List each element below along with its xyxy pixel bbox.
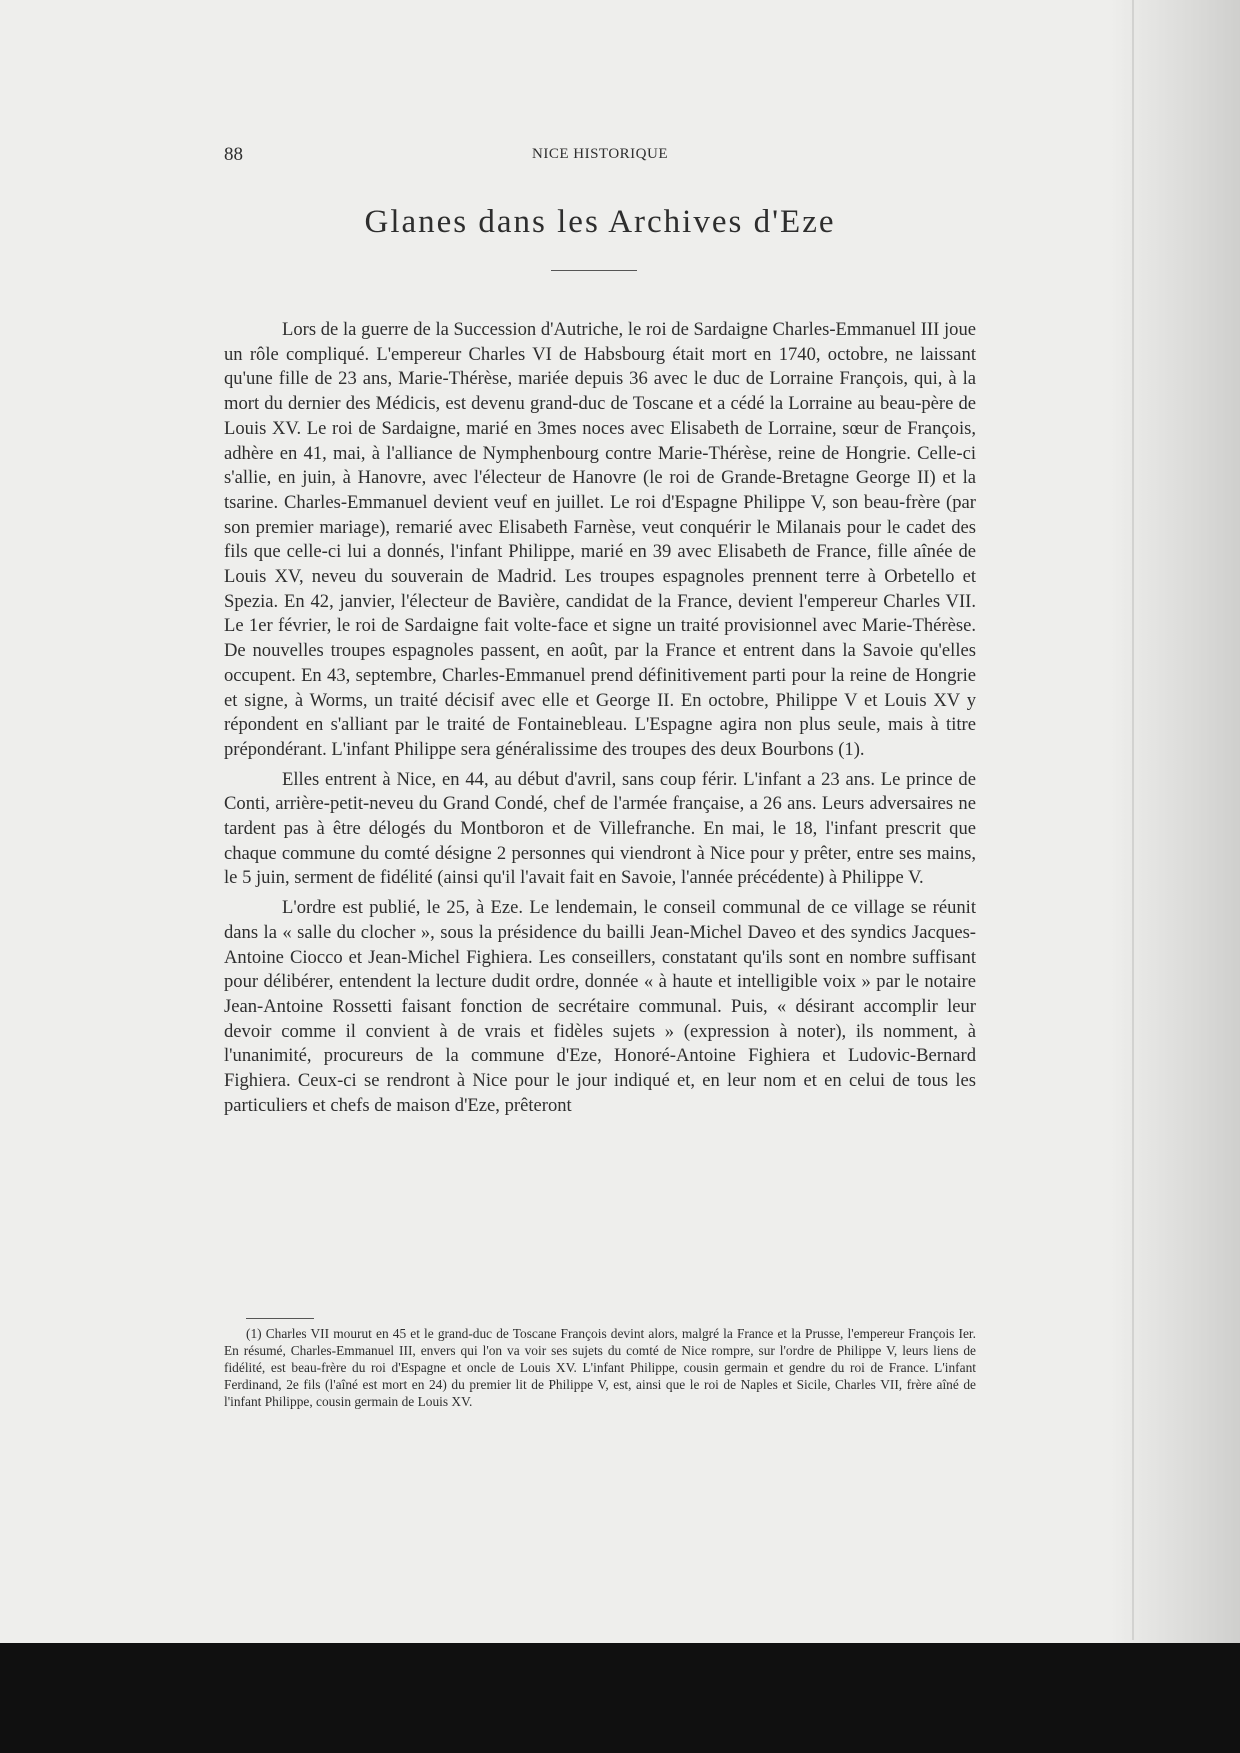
running-title: NICE HISTORIQUE	[532, 146, 668, 162]
page-number: 88	[224, 144, 243, 165]
page-edge	[1132, 0, 1134, 1640]
paragraph: Elles entrent à Nice, en 44, au début d'avril, sans coup férir. L'infant a 23 ans. Le prince de Conti, arrière-petit-neveu du Grand Condé, chef de l'armée française, a 26 ans. Leurs adversaires ne tardent pas à être délogés du Montboron et de Villefranche. En mai, le 18, l'infant prescrit que chaque commune du comté désigne 2 personnes qui viendront à Nice pour y prêter, entre ses mains, le 5 juin, serment de fidélité (ainsi qu'il l'avait fait en Savoie, l'année précédente) à Philippe V.	[224, 768, 976, 889]
paragraph: L'ordre est publié, le 25, à Eze. Le lendemain, le conseil communal de ce village se réunit dans la « salle du clocher », sous la présidence du bailli Jean-Michel Daveo et des syndics Jacques-Antoine Ciocco et Jean-Michel Fighiera. Les conseillers, constatant qu'ils sont en nombre suffisant pour délibérer, entendent la lecture dudit ordre, donnée « à haute et intelligible voix » par le notaire Jean-Antoine Rossetti faisant fonction de secrétaire communal. Puis, « désirant accomplir leur devoir comme il convient à de vrais et fidèles sujets » (expression à noter), ils nomment, à l'unanimité, procureurs de la commune d'Eze, Honoré-Antoine Fighiera et Ludovic-Bernard Fighiera. Ceux-ci se rendront à Nice pour le jour indiqué et, en leur nom et en celui de tous les particuliers et chefs de maison d'Eze, prêteront	[224, 897, 976, 1116]
article-body	[224, 318, 976, 1124]
title-divider	[551, 270, 637, 271]
article-title: Glanes dans les Archives d'Eze	[364, 204, 836, 240]
paragraph: Lors de la guerre de la Succession d'Autriche, le roi de Sardaigne Charles-Emmanuel III joue un rôle compliqué. L'empereur Charles VI de Habsbourg était mort en 1740, octobre, ne laissant qu'une fille de 23 ans, Marie-Thérèse, mariée depuis 36 avec le duc de Lorraine François, qui, à la mort du dernier des Médicis, est devenu grand-duc de Toscane et a cédé la Lorraine au beau-père de Louis XV. Le roi de Sardaigne, marié en 3mes noces avec Elisabeth de Lorraine, sœur de François, adhère en 41, mai, à l'alliance de Nymphenbourg contre Marie-Thérèse, reine de Hongrie. Celle-ci s'allie, en juin, à Hanovre, avec l'électeur de Hanovre (le roi de Grande-Bretagne George II) et la tsarine. Charles-Emmanuel devient veuf en juillet. Le roi d'Espagne Philippe V, son beau-frère (par son premier mariage), remarié avec Elisabeth Farnèse, veut conquérir le Milanais pour le cadet des fils que celle-ci lui a donnés, l'infant Philippe, marié en 39 avec Elisabeth de France, fille aînée de Louis XV, neveu du souverain de Madrid. Les troupes espagnoles prennent terre à Orbetello et Spezia. En 42, janvier, l'électeur de Bavière, candidat de la France, devient l'empereur Charles VII. Le 1er février, le roi de Sardaigne fait volte-face et signe un traité provisionnel avec Marie-Thérèse. De nouvelles troupes espagnoles passent, en août, par la France et entrent dans la Savoie qu'elles occupent. En 43, septembre, Charles-Emmanuel prend définitivement parti pour la reine de Hongrie et signe, à Worms, un traité décisif avec elle et George II. En octobre, Philippe V et Louis XV y répondent en s'alliant par le traité de Fontainebleau. L'Espagne agira non plus seule, mais à titre prépondérant. L'infant Philippe sera généralissime des troupes des deux Bourbons (1).	[224, 319, 976, 760]
footnote-divider	[246, 1318, 314, 1319]
page-header	[224, 144, 976, 168]
page-gutter-shadow	[1110, 0, 1240, 1753]
scan-bottom-border	[0, 1643, 1240, 1753]
footnote: (1) Charles VII mourut en 45 et le grand-duc de Toscane François devint alors, malgré la France et la Prusse, l'empereur François Ier. En résumé, Charles-Emmanuel III, envers qui l'on va voir ses sujets du comté de Nice rompre, sur l'ordre de Philippe V, leurs liens de fidélité, est beau-frère du roi d'Espagne et oncle de Louis XV. L'infant Philippe, cousin germain et gendre du roi de France. L'infant Ferdinand, 2e fils (l'aîné est mort en 24) du premier lit de Philippe V, est, ainsi que le roi de Naples et Sicile, Charles VII, frère aîné de l'infant Philippe, cousin germain de Louis XV.	[224, 1326, 976, 1409]
